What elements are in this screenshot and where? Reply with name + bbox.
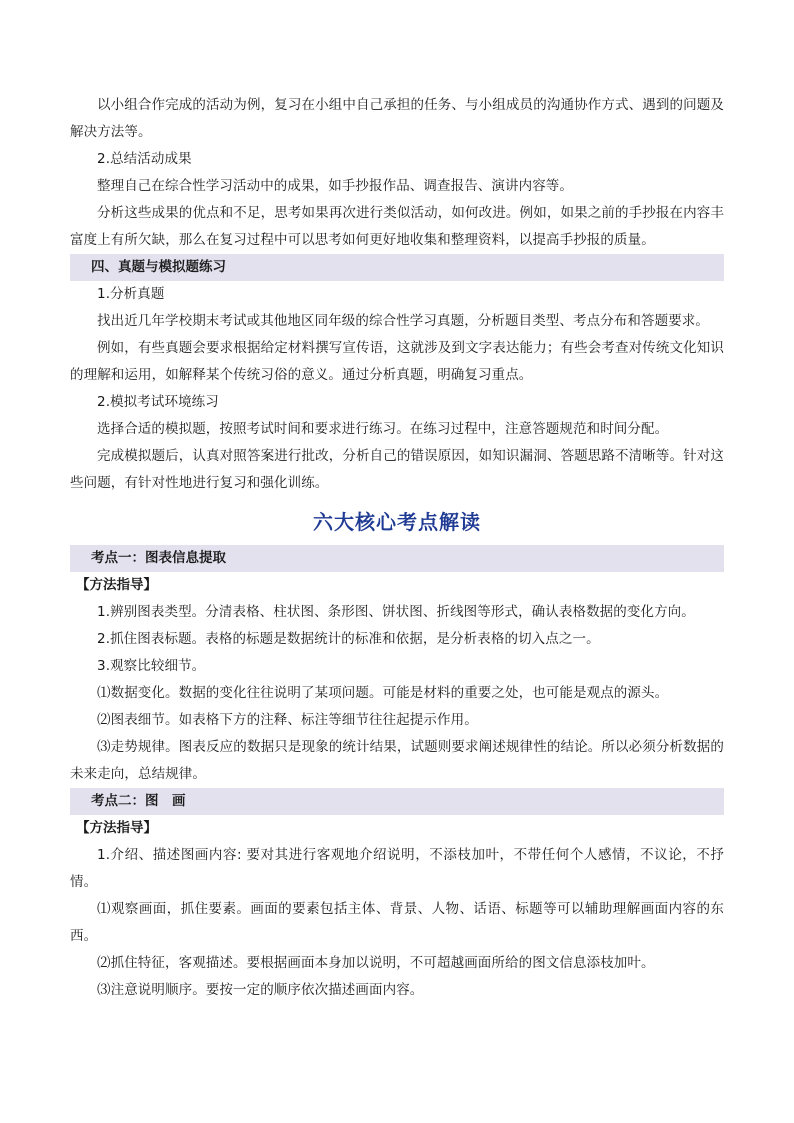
method-label: 【方法指导】 (76, 820, 157, 836)
section-heading: 考点二：图 画 (70, 788, 724, 815)
paragraph: 整理自己在综合性学习活动中的成果，如手抄报作品、调查报告、演讲内容等。 (97, 178, 573, 194)
paragraph: 找出近几年学校期末考试或其他地区同年级的综合性学习真题，分析题目类型、考点分布和答题要求。 (97, 313, 709, 329)
subheading: 2.总结活动成果 (97, 151, 192, 167)
paragraph: 选择合适的模拟题，按照考试时间和要求进行练习。在练习过程中，注意答题规范和时间分配。 (97, 421, 669, 437)
subheading: 1.分析真题 (97, 286, 165, 302)
list-item: ⑵图表细节。如表格下方的注释、标注等细节往往起提示作用。 (97, 712, 478, 728)
list-item: ⑴数据变化。数据的变化往往说明了某项问题。可能是材料的重要之处，也可能是观点的源头。 (97, 685, 669, 701)
list-item: ⑶走势规律。图表反应的数据只是现象的统计结果，试题则要求阐述规律性的结论。所以必须分析数据的未来走向，总结规律。 (70, 739, 724, 782)
section-heading: 考点一：图表信息提取 (70, 545, 724, 572)
page-title: 六大核心考点解读 (313, 510, 481, 534)
paragraph: 分析这些成果的优点和不足，思考如果再次进行类似活动，如何改进。例如，如果之前的手抄报在内容丰富度上有所欠缺，那么在复习过程中可以思考如何更好地收集和整理资料，以提高手抄报的质量。 (70, 205, 724, 248)
list-item: ⑴观察画面，抓住要素。画面的要素包括主体、背景、人物、话语、标题等可以辅助理解画面内容的东西。 (70, 901, 724, 944)
paragraph: 例如，有些真题会要求根据给定材料撰写宣传语，这就涉及到文字表达能力；有些会考查对传统文化知识的理解和运用，如解释某个传统习俗的意义。通过分析真题，明确复习重点。 (70, 340, 724, 383)
subheading: 2.模拟考试环境练习 (97, 394, 219, 410)
list-item: 1.辨别图表类型。分清表格、柱状图、条形图、饼状图、折线图等形式，确认表格数据的变化方向。 (97, 604, 695, 620)
document-page (70, 92, 724, 1004)
list-item: ⑶注意说明顺序。要按一定的顺序依次描述画面内容。 (97, 982, 424, 998)
list-item: ⑵抓住特征，客观描述。要根据画面本身加以说明，不可超越画面所给的图文信息添枝加叶。 (97, 955, 655, 971)
paragraph: 以小组合作完成的活动为例，复习在小组中自己承担的任务、与小组成员的沟通协作方式、遇到的问题及解决方法等。 (70, 97, 724, 140)
section-heading: 四、真题与模拟题练习 (70, 254, 724, 281)
list-item: 2.抓住图表标题。表格的标题是数据统计的标准和依据，是分析表格的切入点之一。 (97, 631, 600, 647)
paragraph: 完成模拟题后，认真对照答案进行批改，分析自己的错误原因，如知识漏洞、答题思路不清晰等。针对这些问题，有针对性地进行复习和强化训练。 (70, 448, 724, 491)
method-label: 【方法指导】 (76, 577, 157, 593)
list-item: 1.介绍、描述图画内容: 要对其进行客观地介绍说明，不添枝加叶，不带任何个人感情，不议论，不抒情。 (70, 847, 724, 890)
list-item: 3.观察比较细节。 (97, 658, 206, 674)
